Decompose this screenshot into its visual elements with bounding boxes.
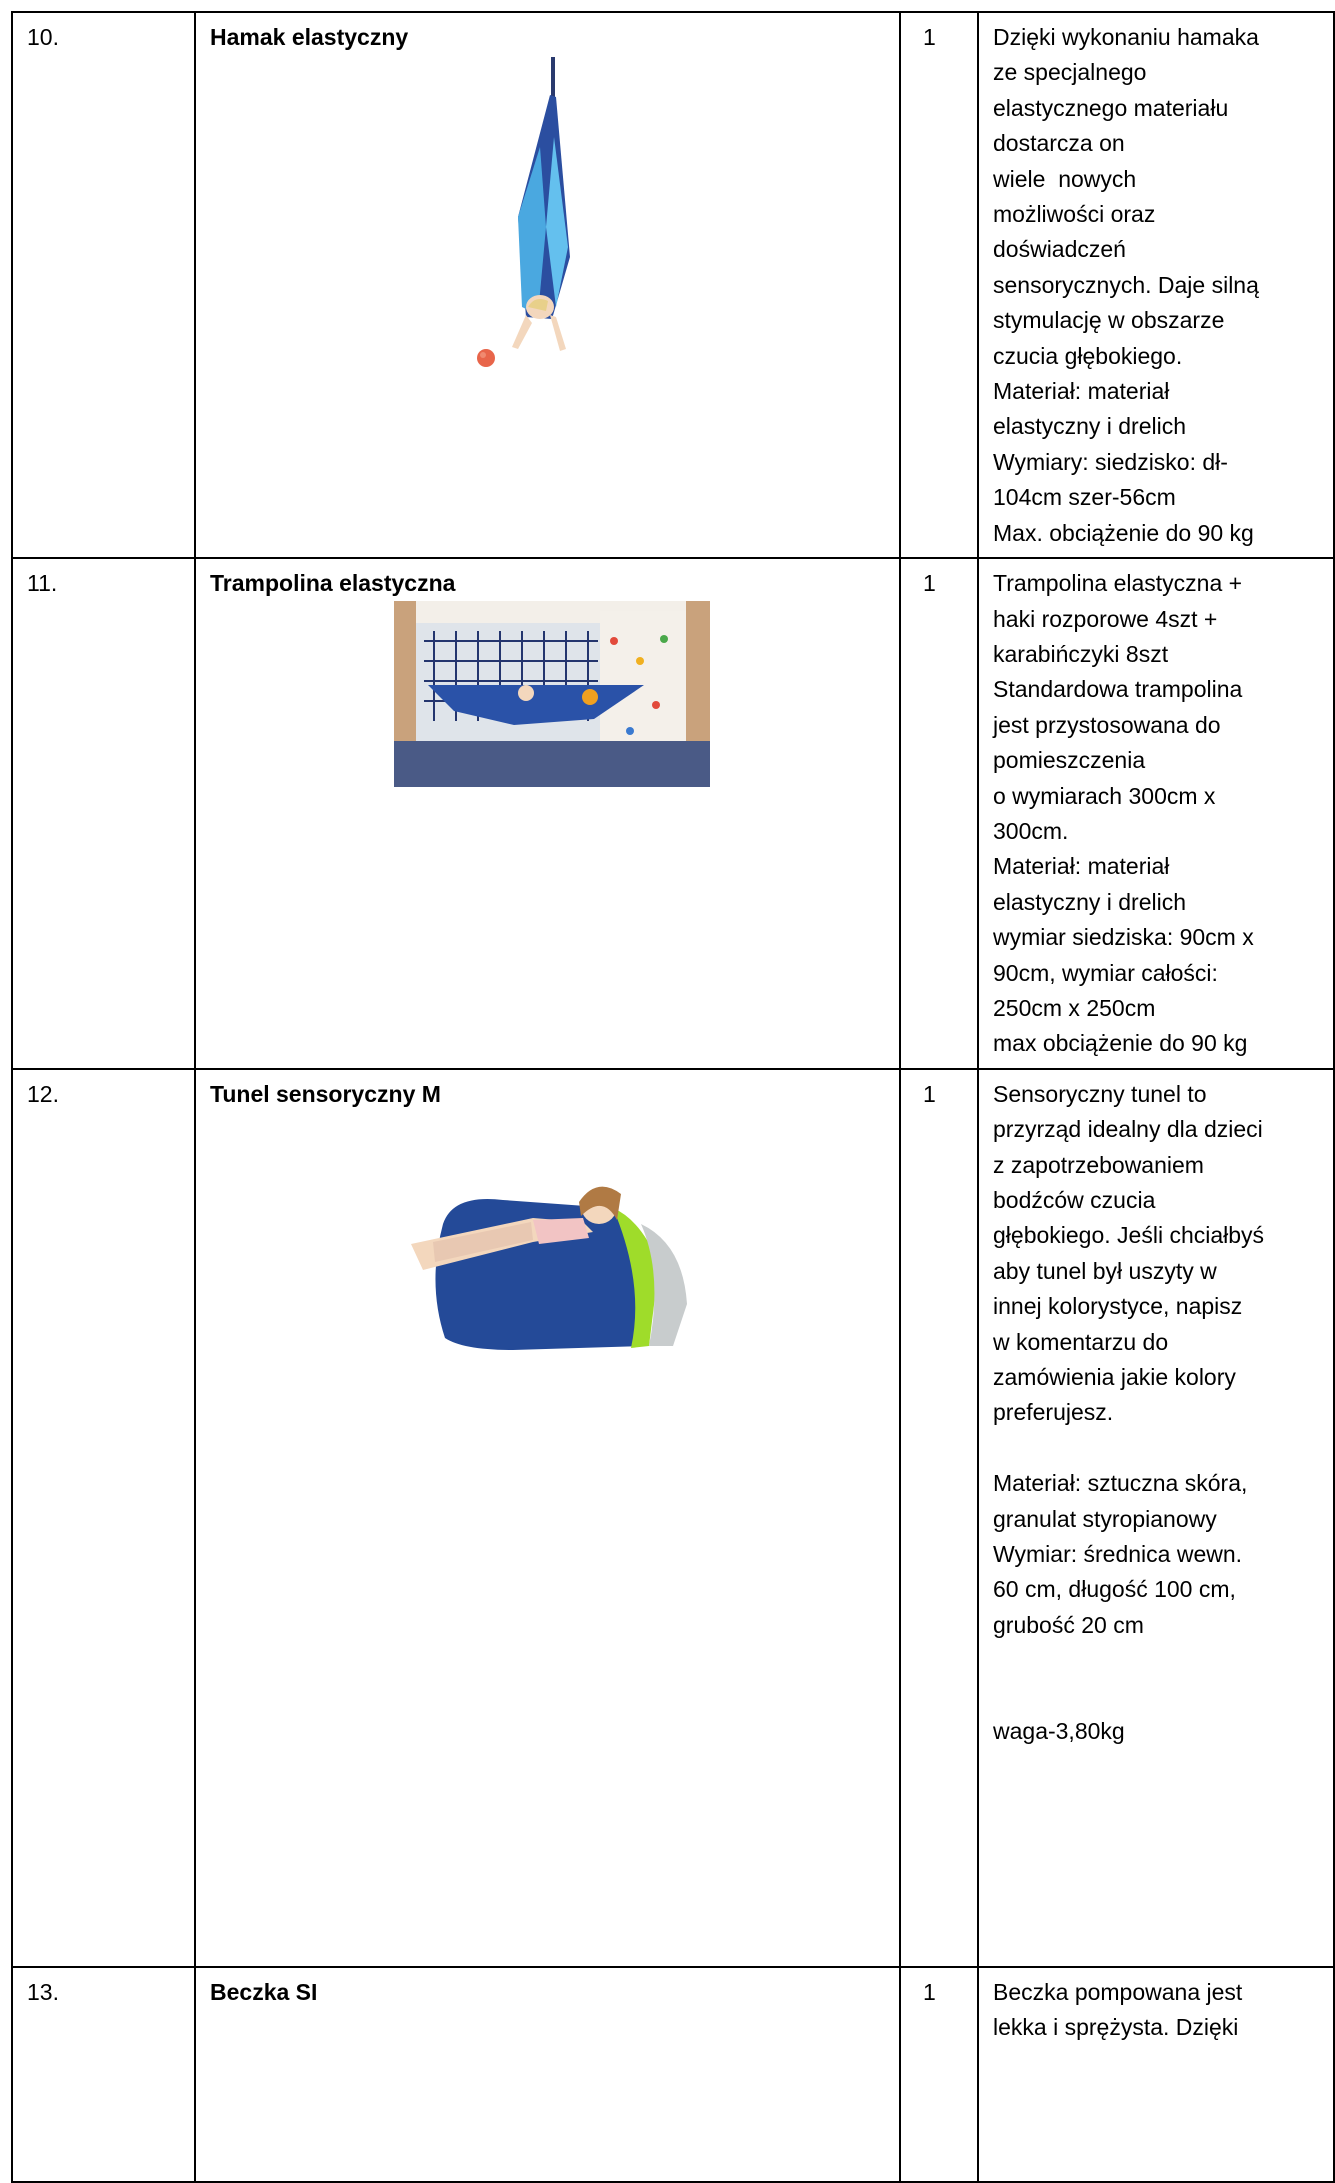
item-quantity: 1 xyxy=(900,558,978,1069)
item-number: 11. xyxy=(12,558,195,1069)
item-name: Tunel sensoryczny M xyxy=(210,1080,441,1107)
item-quantity: 1 xyxy=(900,1967,978,2182)
item-quantity: 1 xyxy=(900,1069,978,1967)
item-name: Beczka SI xyxy=(210,1978,318,2005)
table-row xyxy=(12,558,1334,1069)
item-description: Dzięki wykonaniu hamaka ze specjalnego elastycznego materiału dostarcza on wiele nowych możliwości oraz doświadczeń sensorycznych. Daje silną stymulację w obszarze czucia głębokiego. Materiał: materiał elastyczny i drelich Wymiary: siedzisko: dł- 104cm szer-56cm Max. obciążenie do 90 kg xyxy=(978,12,1334,558)
item-name-cell xyxy=(195,1967,900,2182)
hammock-photo xyxy=(460,57,596,387)
item-description: Trampolina elastyczna + haki rozporowe 4szt + karabińczyki 8szt Standardowa trampolina jest przystosowana do pomieszczenia o wymiarach 300cm x 300cm. Materiał: materiał elastyczny i drelich wymiar siedziska: 90cm x 90cm, wymiar całości: 250cm x 250cm max obciążenie do 90 kg xyxy=(978,558,1334,1069)
document-page xyxy=(11,11,1314,2041)
item-number: 10. xyxy=(12,12,195,558)
item-description: Sensoryczny tunel to przyrząd idealny dla dzieci z zapotrzebowaniem bodźców czucia głębokiego. Jeśli chciałbyś aby tunel był uszyty w innej kolorystyce, napisz w komentarzu do zamówienia jakie kolory preferujesz. Materiał: sztuczna skóra, granulat styropianowy Wymiar: średnica wewn. 60 cm, długość 100 cm, grubość 20 cm waga-3,80kg xyxy=(978,1069,1334,1967)
table-row xyxy=(12,1967,1334,2182)
item-quantity: 1 xyxy=(900,12,978,558)
item-number: 12. xyxy=(12,1069,195,1967)
item-name-cell xyxy=(195,12,900,558)
item-description: Beczka pompowana jest lekka i sprężysta. Dzięki xyxy=(978,1967,1334,2182)
sensory-tunnel-photo xyxy=(383,1124,723,1394)
table-row xyxy=(12,1069,1334,1967)
item-name: Trampolina elastyczna xyxy=(210,570,456,597)
product-table xyxy=(11,11,1335,2183)
item-number: 13. xyxy=(12,1967,195,2182)
item-name-cell xyxy=(195,558,900,1069)
item-name: Hamak elastyczny xyxy=(210,24,409,50)
trampoline-photo xyxy=(394,601,710,787)
item-name-cell xyxy=(195,1069,900,1967)
table-row xyxy=(12,12,1334,558)
